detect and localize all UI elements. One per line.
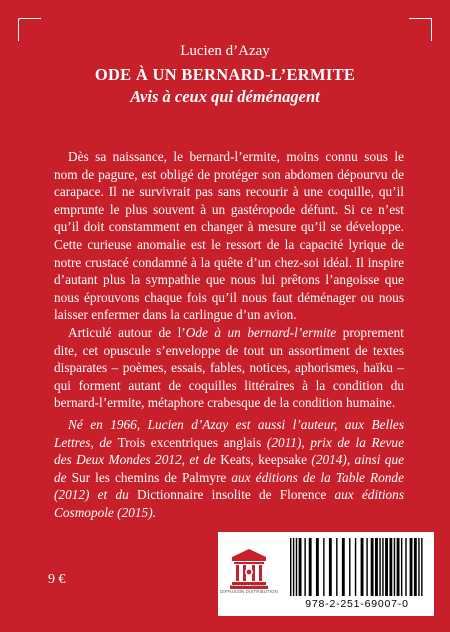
bio-i: (2014), ainsi que de (54, 452, 404, 485)
bio-e: (2011), prix de la (261, 434, 372, 450)
bio-k: aux éditions de la (226, 469, 336, 485)
cover-header (40, 42, 410, 106)
bio-g: 2012, et de (150, 452, 221, 468)
publisher-logo-text: BELLES LETTRES DIFFUSION DISTRIBUTION (220, 584, 278, 594)
bio-h: Keats, keepsake (220, 452, 307, 468)
bio-l: Table Ronde (335, 469, 404, 485)
blurb-p2-before: Articulé autour de l’ (68, 324, 186, 340)
bio-p: Cosmopole (54, 504, 114, 520)
bio-c: , de (90, 434, 118, 450)
bio-n: Dictionnaire insolite de Florence (136, 487, 327, 503)
bio-a: Né en 1966, Lucien d’Azay est aussi l’auteur, aux (68, 416, 372, 432)
bio-m: (2012) et du (54, 487, 137, 503)
bio-q: (2015). (113, 504, 156, 520)
bio-o: aux éditions (326, 487, 404, 503)
blurb-p2-title: Ode à un bernard-l’ermite (185, 324, 337, 340)
bio-d: Trois excentriques anglais (117, 434, 262, 450)
corner-ornament-top-right (409, 18, 432, 41)
blurb (54, 148, 404, 521)
book-title: ODE À UN BERNARD-L’ERMITE (94, 65, 356, 84)
publisher-logo-icon (226, 538, 272, 608)
price-label: 9 € (48, 572, 66, 587)
author-bio (54, 416, 404, 522)
barcode-icon (288, 538, 426, 596)
bio-f: Revue des Deux Mondes (54, 434, 404, 468)
bio-b: Belles Lettres (54, 416, 404, 450)
blurb-paragraph-2 (54, 324, 404, 412)
barcode-panel (218, 532, 434, 616)
isbn-number: 978-2-251-69007-0 (305, 598, 409, 610)
bio-j: Sur les chemins de Palmyre (71, 469, 227, 485)
corner-ornament-top-left (18, 18, 41, 41)
book-subtitle: Avis à ceux qui déménagent (130, 87, 320, 106)
blurb-paragraph-1: Dès sa naissance, le bernard-l’ermite, moins connu sous le nom de pagure, est obligé de protéger son abdomen dépourvu de carapace. Il ne survivrait pas sans recourir à une coquille, qu’il emprunte le plus souvent à un gastéropode défunt. Si ce n’est qu’il doit constamment en changer à mesure qu’il se développe. Cette curieuse anomalie est le ressort de la capacité lyrique de notre crustacé condamné à la quête d’un chez-soi idéal. Il inspire d’autant plus la sympathie que nous lui prêtons l’angoisse que nous éprouvons chaque fois qu’il nous faut déménager ou nous laisser enfermer dans la carlingue d’un avion. (54, 149, 404, 323)
blurb-p2-after: proprement dite, cet opuscule s’enveloppe de tout un assortiment de textes disparates – poèmes, essais, fables, notices, aphorismes, haïku – qui forment autant de coquilles littéraires à la condition du bernard-l’ermite, métaphore crabesque de la condition humaine. (54, 324, 404, 411)
author-name: Lucien d’Azay (180, 43, 270, 59)
